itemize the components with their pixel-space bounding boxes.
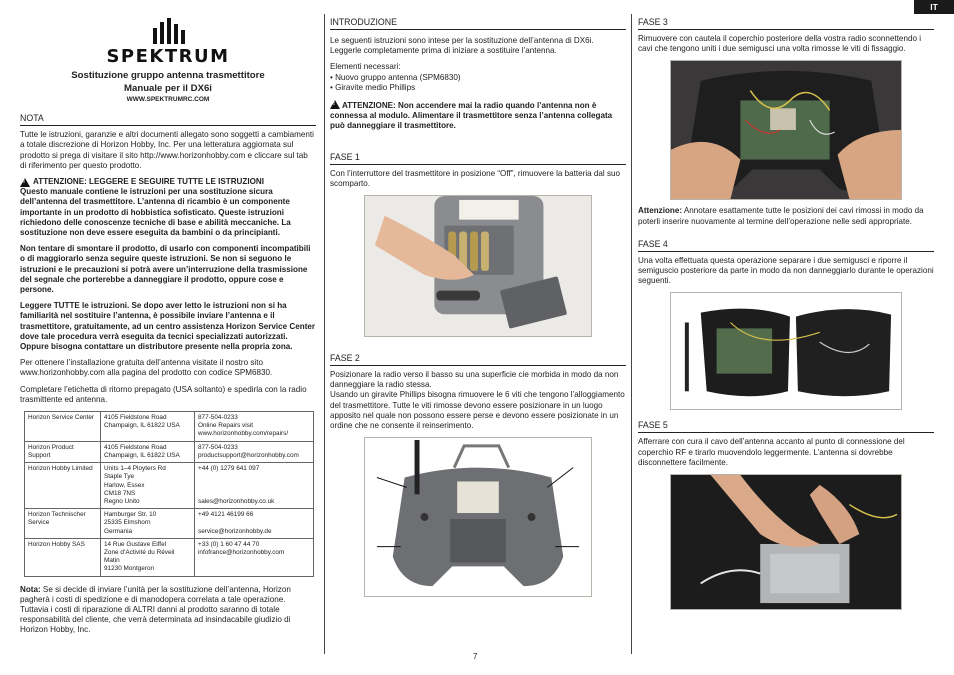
final-note-label: Nota:	[20, 584, 41, 594]
table-row	[25, 509, 314, 539]
column-middle	[330, 17, 626, 603]
table-row	[25, 463, 314, 509]
contact-name: Horizon Hobby Limited	[25, 463, 101, 509]
column-right	[638, 17, 934, 616]
fase1-text: Con l’interruttore del trasmettitore in posizione “Off”, rimuovere la batteria dal suo scomparto.	[330, 168, 621, 188]
fase4-photo	[670, 292, 902, 410]
doc-title-line2: Manuale per il DX6i	[124, 83, 212, 95]
fase4-text: Una volta effettuata questa operazione separare i due semigusci e riporre il semiguscio posteriore da parte in modo da non danneggiarlo durante le operazioni seguenti.	[638, 255, 934, 286]
logo-wordmark: SPEKTRUM	[106, 46, 230, 68]
fase1-heading: FASE 1	[330, 152, 626, 165]
fase3-photo	[670, 60, 902, 200]
fase5-heading: FASE 5	[638, 420, 934, 433]
column-divider-left	[324, 14, 325, 654]
contact-name: Horizon Technischer Service	[25, 509, 101, 539]
warning-triangle-icon	[20, 178, 30, 187]
fase3-note-text: Annotare esattamente tutte le posizioni dei cavi rimossi in modo da poterli inserire nuovamente al termine dell’operazione nelle sedi appropriate.	[638, 206, 924, 226]
contact-name: Horizon Product Support	[25, 441, 101, 462]
needed-item-1: • Giravite medio Phillips	[330, 82, 416, 92]
fase2-photo	[364, 437, 592, 597]
warning-para-2: Non tentare di smontare il prodotto, di usarlo con componenti incompatibili o di maggiorarlo senza seguire queste istruzioni. Se non si seguono le istruzioni e le precauzioni si potrà avere un’interruzione della trasmissione del segnale che porterebbe a danneggiare il prodotto, oppure cose e persone.	[20, 244, 311, 295]
nota-text: Tutte le istruzioni, garanzie e altri documenti allegato sono soggetti a cambiamenti a totale discrezione di Horizon Hobby, Inc. Per una letteratura aggiornata sul prodotto si prega di visitare il sito http://www.horizonhobby.com e cliccare sul tab di riferimento per questo prodotto.	[20, 130, 314, 170]
column-left	[20, 18, 316, 642]
warning-para-3: Leggere TUTTE le istruzioni. Se dopo aver letto le istruzioni non si ha familiarità nel sostituire l’antenna, è possibile inviare l’antenna e il trasmettitore, gratuitamente, ad un centro assistenza Horizon Service Center dove tale procedura verrà eseguita da tecnici specializzati autorizzati. Oppure bisogna contattare un distributore presente nella propria zona.	[20, 301, 316, 352]
intro-text: Le seguenti istruzioni sono intese per la sostituzione dell’antenna di DX6i. Leggerle completamente prima di iniziare a sostituire l’antenna.	[330, 36, 594, 56]
intro-warning	[330, 99, 626, 132]
fase5-text: Afferrare con cura il cavo dell’antenna accanto al punto di connessione del coperchio RF e tirarlo muovendolo leggermente. L’antenna si dovrebbe disconnettere facilmente.	[638, 437, 905, 467]
contact-details: +33 (0) 1 60 47 44 70 infofrance@horizonhobby.com	[195, 538, 314, 576]
table-row	[25, 538, 314, 576]
intro-warning-text: ATTENZIONE: Non accendere mai la radio quando l’antenna non è connessa al modulo. Alimentare il trasmettitore senza l’antenna collegata può danneggiare il trasmettitore.	[330, 101, 613, 131]
contact-address: 4105 Fieldstone Road Champaign, IL 61822 USA	[101, 412, 195, 442]
nota-heading: NOTA	[20, 113, 316, 126]
table-row	[25, 412, 314, 442]
warning-triangle-icon	[330, 100, 340, 109]
doc-title-line1: Sostituzione gruppo antenna trasmettitore	[71, 70, 265, 82]
language-tab: IT	[914, 0, 954, 14]
fase3-text: Rimuovere con cautela il coperchio posteriore della vostra radio sconnettendo i cavi che tengono uniti i due semigusci una volta rimosse le viti di fissaggio.	[638, 34, 921, 54]
column-divider-right	[631, 14, 632, 654]
contact-details: +49 4121 46199 66 service@horizonhobby.de	[195, 509, 314, 539]
install-info: Per ottenere l’installazione gratuita dell’antenna visitate il nostro sito www.horizonhobby.com alla pagina del prodotto con codice SPM6830.	[20, 358, 273, 378]
fase2-heading: FASE 2	[330, 353, 626, 366]
label-info: Completare l’etichetta di ritorno prepagato (USA soltanto) e spedirla con la radio trasmittente ed antenna.	[20, 384, 307, 404]
doc-url: WWW.SPEKTRUMRC.COM	[126, 96, 210, 104]
spektrum-logo	[20, 18, 316, 67]
fase4-heading: FASE 4	[638, 239, 934, 252]
intro-heading: INTRODUZIONE	[330, 17, 626, 30]
contact-details: 877-504-0233 productsupport@horizonhobby.com	[195, 441, 314, 462]
contact-address: Hamburger Str. 10 25335 Elmshorn Germania	[101, 509, 195, 539]
contact-name: Horizon Hobby SAS	[25, 538, 101, 576]
fase2-text: Posizionare la radio verso il basso su una superficie cie morbida in modo da non danneggiare la radio stessa. Usando un giravite Phillips bisogna rimuovere le 6 viti che tengono l’alloggiamento del trasmettitore. Tutte le viti rimosse devono essere posizionare in un luogo apposito nel quale non possono essere perse e devono essere posizionate in un ordine che ne consente il reinserimento.	[330, 370, 625, 431]
fase3-note-label: Attenzione:	[638, 206, 683, 216]
page-number: 7	[473, 652, 478, 661]
fase1-photo	[364, 195, 592, 337]
table-row	[25, 441, 314, 462]
fase3-heading: FASE 3	[638, 17, 934, 30]
contact-details: 877-504-0233 Online Repairs visit www.horizonhobby.com/repairs/	[195, 412, 314, 442]
contacts-table	[24, 411, 314, 576]
contact-address: Units 1–4 Ployters Rd Staple Tye Harlow, Essex CM18 7NS Regno Unito	[101, 463, 195, 509]
contact-name: Horizon Service Center	[25, 412, 101, 442]
main-warning-heading	[20, 177, 316, 187]
contact-address: 14 Rue Gustave Eiffel Zone d’Activité du Réveil Matin 91230 Montgeron	[101, 538, 195, 576]
final-note	[20, 585, 316, 636]
needed-label: Elementi necessari:	[330, 62, 401, 72]
contact-address: 4105 Fieldstone Road Champaign, IL 61822 USA	[101, 441, 195, 462]
needed-item-0: • Nuovo gruppo antenna (SPM6830)	[330, 72, 461, 82]
main-warning-heading-text: ATTENZIONE: LEGGERE E SEGUIRE TUTTE LE ISTRUZIONI	[33, 177, 264, 187]
fase5-photo	[670, 474, 902, 610]
fase3-note	[638, 206, 934, 226]
contact-details: +44 (0) 1279 641 097 sales@horizonhobby.co.uk	[195, 463, 314, 509]
warning-para-1: Questo manuale contiene le istruzioni per una sostituzione sicura dell’antenna del trasmettitore. L’antenna di ricambio è un componente importante in un prodotto di hobbistica sofisticato. Queste istruzioni richiedono delle conoscenze tecniche di base e abilità meccaniche. La sostituzione non deve essere eseguita da bambini o da principianti.	[20, 187, 291, 238]
final-note-text: Se si decide di inviare l’unità per la sostituzione dell’antenna, Horizon pagherà i costi di spedizione e di manodopera correlata a tale operazione. Tuttavia i costi di riparazione di ALTRI danni al prodotto saranno di totale responsabilità del cliente, che verrà determinata ad insindacabile giudizio di Horizon Hobby, Inc.	[20, 584, 291, 635]
logo-bars-icon	[153, 18, 185, 44]
